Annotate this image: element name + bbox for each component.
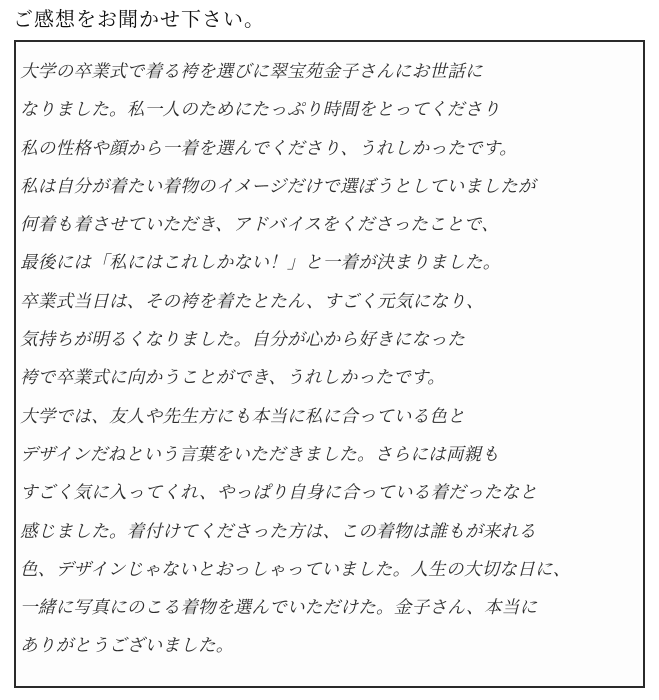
comment-line: 大学の卒業式で着る袴を選びに翠宝苑金子さんにお世話に bbox=[20, 62, 483, 82]
comment-line: 私は自分が着たい着物のイメージだけで選ぼうとしていましたが bbox=[20, 176, 536, 197]
comment-line: 色、デザインじゃないとおっしゃっていました。人生の大切な日に、 bbox=[20, 559, 571, 580]
comment-line: すごく気に入ってくれ、やっぱり自身に合っている着だったなと bbox=[20, 483, 538, 504]
comment-line: 何着も着させていただき、アドバイスをくださったことで、 bbox=[20, 215, 500, 236]
comment-line: 気持ちが明るくなりました。自分が心から好きになった bbox=[20, 330, 465, 351]
comment-line: 私の性格や顔から一着を選んでくださり、うれしかったです。 bbox=[20, 138, 517, 159]
comment-line: 最後には「私にはこれしかない！」と一着が決まりました。 bbox=[20, 253, 501, 274]
comment-line: 卒業式当日は、その袴を着たとたん、すごく元気になり、 bbox=[20, 291, 484, 312]
comment-line: 大学では、友人や先生方にも本当に私に合っている色と bbox=[20, 406, 465, 427]
comment-line: 感じました。着付けてくださった方は、この着物は誰もが来れる bbox=[20, 521, 537, 542]
comment-line: なりました。私一人のためにたっぷり時間をとってくださり bbox=[20, 100, 501, 121]
comment-line: 一緒に写真にのこる着物を選んでいただけた。金子さん、本当に bbox=[20, 598, 538, 619]
comment-line: デザインだねという言葉をいただきました。さらには両親も bbox=[20, 444, 500, 465]
page-title: ご感想をお聞かせ下さい。 bbox=[13, 7, 265, 31]
comment-line: 袴で卒業式に向かうことができ、うれしかったです。 bbox=[20, 368, 446, 389]
handwritten-comment bbox=[20, 53, 640, 666]
comment-line: ありがとうございました。 bbox=[20, 636, 234, 657]
